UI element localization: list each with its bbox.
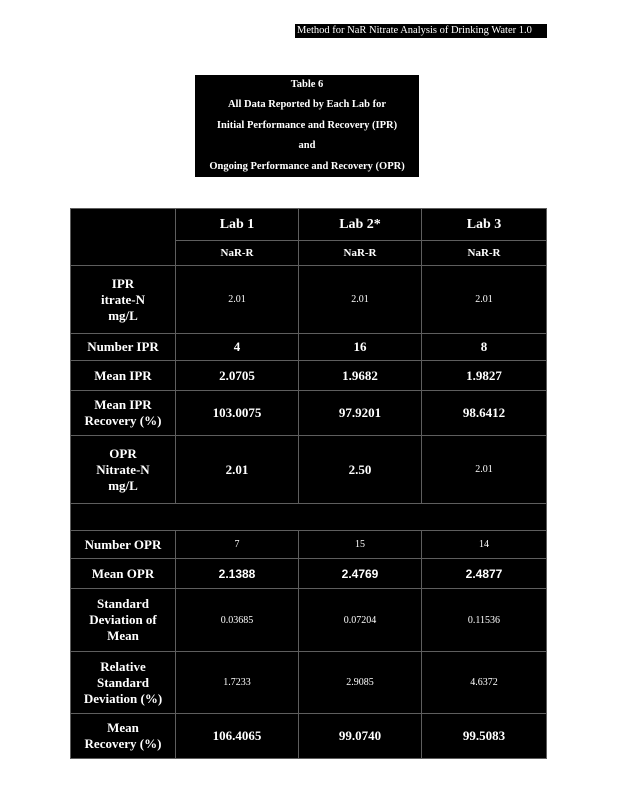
- value-cell: 16: [299, 334, 422, 361]
- row-label-line: Mean IPR: [94, 397, 152, 412]
- row-label-line: Deviation (%): [83, 690, 163, 706]
- opr-label-line: mg/L: [108, 477, 138, 493]
- value-cell: 103.0075: [176, 391, 299, 436]
- value-cell: 2.9085: [299, 652, 422, 714]
- value-cell: 98.6412: [422, 391, 547, 436]
- value-cell: 2.01: [422, 266, 547, 334]
- table-row: [71, 589, 547, 652]
- ipr-label-line: IPR: [111, 275, 135, 291]
- value-cell: 106.4065: [176, 714, 299, 759]
- table-row: [71, 361, 547, 391]
- value-cell: 1.7233: [176, 652, 299, 714]
- row-label-line: Recovery (%): [84, 736, 162, 751]
- ipr-label-line: itrate-N: [100, 291, 146, 307]
- value-cell: 99.5083: [422, 714, 547, 759]
- value-cell: 1.9827: [422, 361, 547, 391]
- title-line: All Data Reported by Each Lab for: [227, 99, 387, 111]
- table-row: [71, 531, 547, 559]
- value-cell: 1.9682: [299, 361, 422, 391]
- method-cell: NaR-R: [176, 241, 299, 266]
- value-cell: 7: [176, 531, 299, 559]
- value-cell: 4.6372: [422, 652, 547, 714]
- row-label-line: Deviation of: [89, 612, 157, 627]
- title-line: Initial Performance and Recovery (IPR): [216, 119, 398, 131]
- value-cell: 99.0740: [299, 714, 422, 759]
- spacer-cell: [71, 504, 547, 531]
- title-line: Ongoing Performance and Recovery (OPR): [209, 160, 405, 172]
- table-row: [71, 391, 547, 436]
- title-line: and: [298, 140, 316, 152]
- table-row: [71, 266, 547, 334]
- corner-cell: [71, 209, 176, 266]
- row-label-line: Standard: [96, 674, 150, 690]
- table-row: [71, 209, 547, 241]
- row-label-line: Mean: [107, 720, 139, 735]
- row-label: [71, 652, 176, 714]
- value-cell: 15: [299, 531, 422, 559]
- row-label: [71, 266, 176, 334]
- value-cell: 8: [422, 334, 547, 361]
- table-row: [71, 504, 547, 531]
- value-cell: 2.0705: [176, 361, 299, 391]
- row-label: Number IPR: [71, 334, 176, 361]
- value-cell: 2.01: [422, 436, 547, 504]
- table-row: [71, 334, 547, 361]
- value-cell: 2.50: [299, 436, 422, 504]
- method-cell: NaR-R: [299, 241, 422, 266]
- row-label: [71, 436, 176, 504]
- value-cell: 14: [422, 531, 547, 559]
- opr-label-line: Nitrate-N: [96, 461, 150, 477]
- lab-header: Lab 3: [422, 209, 547, 241]
- table-row: [71, 652, 547, 714]
- title-line: Table 6: [290, 79, 324, 90]
- value-cell: 2.01: [176, 436, 299, 504]
- row-label-line: Mean: [107, 628, 139, 643]
- table-title: [195, 75, 419, 177]
- value-cell: 2.01: [299, 266, 422, 334]
- lab-header: Lab 1: [176, 209, 299, 241]
- row-label: [71, 391, 176, 436]
- value-cell: 0.03685: [176, 589, 299, 652]
- table-row: [71, 559, 547, 589]
- value-cell: 97.9201: [299, 391, 422, 436]
- ipr-label-line: mg/L: [108, 307, 138, 323]
- value-cell: 2.4877: [422, 559, 547, 589]
- row-label: [71, 589, 176, 652]
- data-table: [70, 208, 547, 759]
- row-label-line: Standard: [96, 596, 150, 611]
- row-label-line: Relative: [100, 658, 146, 674]
- page-header: Method for NaR Nitrate Analysis of Drinking Water 1.0: [295, 24, 547, 38]
- opr-label-line: OPR: [109, 445, 137, 461]
- row-label: Mean IPR: [71, 361, 176, 391]
- lab-header: Lab 2*: [299, 209, 422, 241]
- table-row: [71, 436, 547, 504]
- value-cell: 0.11536: [422, 589, 547, 652]
- value-cell: 2.01: [176, 266, 299, 334]
- value-cell: 4: [176, 334, 299, 361]
- row-label-line: Recovery (%): [84, 413, 162, 428]
- data-table-container: [70, 208, 546, 758]
- row-label: [71, 714, 176, 759]
- row-label: Number OPR: [71, 531, 176, 559]
- value-cell: 0.07204: [299, 589, 422, 652]
- value-cell: 2.4769: [299, 559, 422, 589]
- row-label: Mean OPR: [71, 559, 176, 589]
- value-cell: 2.1388: [176, 559, 299, 589]
- table-row: [71, 714, 547, 759]
- method-cell: NaR-R: [422, 241, 547, 266]
